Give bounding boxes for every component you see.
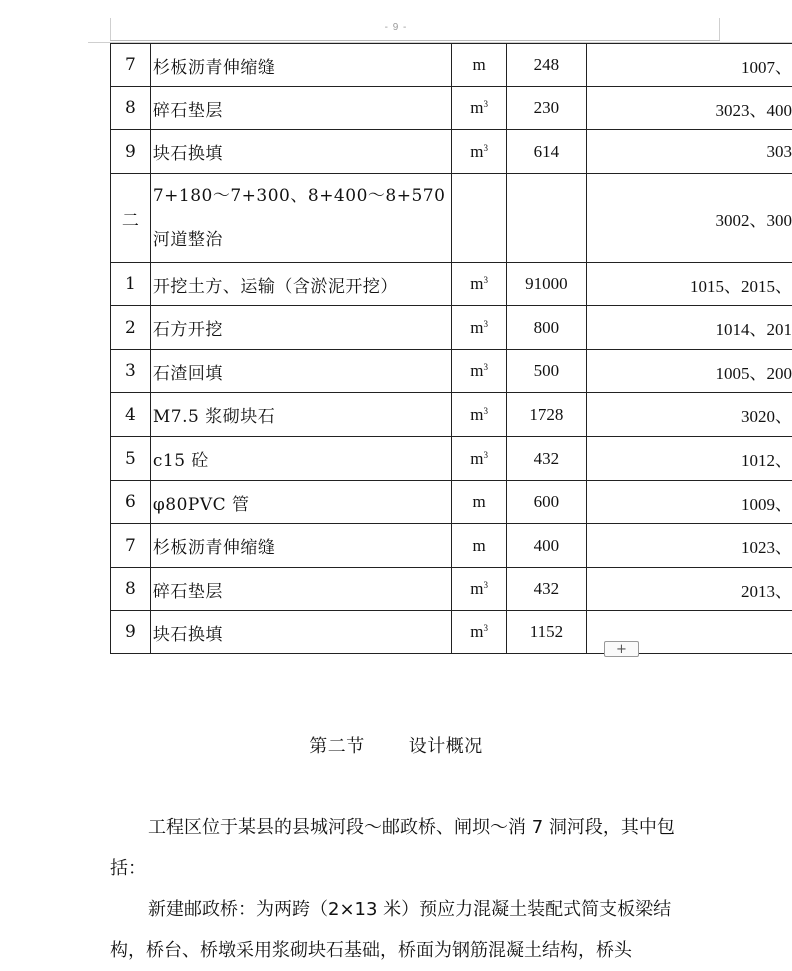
reference-code-cell: 1012、 <box>586 437 792 481</box>
item-name-cell: c15 砼 <box>150 437 451 481</box>
add-row-button[interactable]: + <box>604 641 639 657</box>
row-number-cell: 5 <box>111 437 151 481</box>
row-number-cell: 8 <box>111 87 151 130</box>
table-row <box>111 568 792 611</box>
item-name-cell: 开挖土方、运输（含淤泥开挖） <box>150 263 451 306</box>
section-number: 第二节 <box>309 736 365 757</box>
unit-cell <box>452 611 507 654</box>
row-number-cell: 2 <box>111 306 151 350</box>
quantity-cell <box>507 174 587 263</box>
unit-text: m <box>472 536 485 555</box>
unit-text: m <box>472 492 485 511</box>
row-number-cell: 6 <box>111 481 151 524</box>
unit-text: m <box>470 142 483 161</box>
unit-superscript: 3 <box>483 143 488 153</box>
item-name-cell: 块石换填 <box>150 130 451 174</box>
unit-cell <box>452 306 507 350</box>
table-row <box>111 481 792 524</box>
reference-code-cell: 3020、 <box>586 393 792 437</box>
margin-top-line <box>110 40 720 41</box>
unit-text: m <box>470 98 483 117</box>
page-number: - 9 - <box>0 22 792 33</box>
unit-superscript: 3 <box>483 450 488 460</box>
section-title: 设计概况 <box>409 736 483 757</box>
item-name-cell: 杉板沥青伸缩缝 <box>150 44 451 87</box>
unit-superscript: 3 <box>483 623 488 633</box>
row-number-cell: 1 <box>111 263 151 306</box>
quantity-cell: 500 <box>507 350 587 393</box>
section-heading <box>0 732 792 758</box>
unit-cell <box>452 44 507 87</box>
unit-cell <box>452 568 507 611</box>
unit-text: m <box>470 449 483 468</box>
unit-superscript: 3 <box>483 406 488 416</box>
item-name-cell: 石方开挖 <box>150 306 451 350</box>
table-row <box>111 174 792 263</box>
row-number-cell: 9 <box>111 611 151 654</box>
quantity-cell: 400 <box>507 524 587 568</box>
unit-cell <box>452 481 507 524</box>
reference-code-cell: 1014、201 <box>586 306 792 350</box>
paragraph-1-line-2: 括： <box>110 848 722 889</box>
row-number-cell: 3 <box>111 350 151 393</box>
reference-code-cell: 3023、400 <box>586 87 792 130</box>
quantity-cell: 91000 <box>507 263 587 306</box>
unit-superscript: 3 <box>483 99 488 109</box>
table-row <box>111 263 792 306</box>
item-name-cell: 碎石垫层 <box>150 568 451 611</box>
unit-cell <box>452 87 507 130</box>
table-row <box>111 44 792 87</box>
unit-superscript: 3 <box>483 362 488 372</box>
unit-cell <box>452 130 507 174</box>
unit-cell <box>452 393 507 437</box>
quantity-cell: 1152 <box>507 611 587 654</box>
paragraph-2-line-2: 构，桥台、桥墩采用浆砌块石基础，桥面为钢筋混凝土结构，桥头 <box>110 930 722 971</box>
table-row <box>111 611 792 654</box>
row-number-cell: 7 <box>111 44 151 87</box>
bill-of-quantities-table <box>110 43 792 654</box>
table-row <box>111 524 792 568</box>
unit-text: m <box>472 55 485 74</box>
table-row <box>111 437 792 481</box>
reference-code-cell: 2013、 <box>586 568 792 611</box>
reference-code-cell: 1023、 <box>586 524 792 568</box>
quantity-cell: 600 <box>507 481 587 524</box>
reference-code-cell: 1009、 <box>586 481 792 524</box>
unit-superscript: 3 <box>483 275 488 285</box>
unit-superscript: 3 <box>483 319 488 329</box>
item-name-cell: M7.5 浆砌块石 <box>150 393 451 437</box>
unit-cell <box>452 524 507 568</box>
unit-text: m <box>470 579 483 598</box>
table-body <box>111 44 792 654</box>
row-number-cell: 8 <box>111 568 151 611</box>
reference-code-cell: 1007、 <box>586 44 792 87</box>
unit-text: m <box>470 318 483 337</box>
unit-text: m <box>470 361 483 380</box>
quantity-cell: 248 <box>507 44 587 87</box>
quantity-cell: 432 <box>507 437 587 481</box>
reference-code-cell: 303 <box>586 130 792 174</box>
item-name-cell: 碎石垫层 <box>150 87 451 130</box>
table-row <box>111 87 792 130</box>
table-row <box>111 393 792 437</box>
reference-code-cell: 1015、2015、 <box>586 263 792 306</box>
unit-superscript: 3 <box>483 580 488 590</box>
paragraph-2-line-1: 新建邮政桥：为两跨（2×13 米）预应力混凝土装配式简支板梁结 <box>110 889 722 930</box>
table-row <box>111 350 792 393</box>
table-row <box>111 306 792 350</box>
quantity-cell: 1728 <box>507 393 587 437</box>
unit-cell <box>452 437 507 481</box>
item-name-cell: 石渣回填 <box>150 350 451 393</box>
quantity-cell: 432 <box>507 568 587 611</box>
quantity-cell: 614 <box>507 130 587 174</box>
quantity-cell: 230 <box>507 87 587 130</box>
item-name-cell: 7+180～7+300、8+400～8+570 河道整治 <box>150 174 451 263</box>
item-name-cell: 杉板沥青伸缩缝 <box>150 524 451 568</box>
item-name-cell: 块石换填 <box>150 611 451 654</box>
unit-text: m <box>470 622 483 641</box>
unit-cell <box>452 350 507 393</box>
row-number-cell: 二 <box>111 174 151 263</box>
unit-text: m <box>470 274 483 293</box>
table-row <box>111 130 792 174</box>
quantity-cell: 800 <box>507 306 587 350</box>
reference-code-cell: 1005、200 <box>586 350 792 393</box>
reference-code-cell: 3002、300 <box>586 174 792 263</box>
item-name-cell: φ80PVC 管 <box>150 481 451 524</box>
row-number-cell: 4 <box>111 393 151 437</box>
unit-text: m <box>470 405 483 424</box>
unit-cell <box>452 174 507 263</box>
paragraph-1-line-1: 工程区位于某县的县城河段～邮政桥、闸坝～消 7 洞河段，其中包 <box>110 807 722 848</box>
row-number-cell: 7 <box>111 524 151 568</box>
row-number-cell: 9 <box>111 130 151 174</box>
unit-cell <box>452 263 507 306</box>
